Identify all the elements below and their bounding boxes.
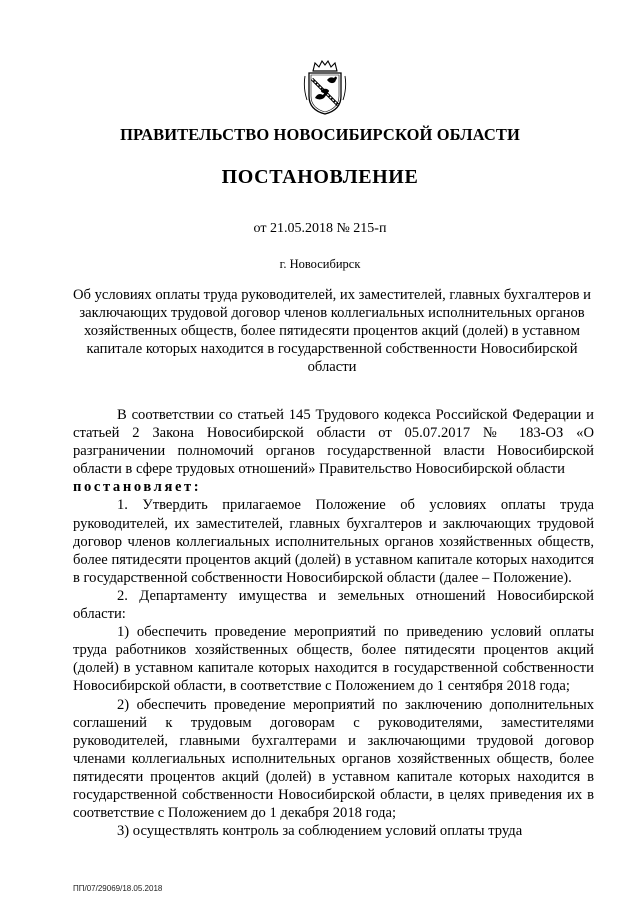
document-type-title: ПОСТАНОВЛЕНИЕ <box>221 166 419 188</box>
paragraph-1: 1. Утвердить прилагаемое Положение об условиях оплаты труда руководителей, их заместителей, главных бухгалтеров и заключающих трудовой договор членов коллегиальных исполнительных органов хозяйственных обществ, более пятидесяти процентов акций (долей) в уставном капитале которых находится в государственной собственности Новосибирской области (далее – Положение). <box>73 497 594 586</box>
paragraph-2-item-3: 3) осуществлять контроль за соблюдением условий оплаты труда <box>117 823 523 840</box>
paragraph-2-item-1: 1) обеспечить проведение мероприятий по приведению условий оплаты труда работников хозяйственных обществ, более пятидесяти процентов акций (долей) в уставном капитале которых находится в государственной собственности Новосибирской области, в соответствие с Положением до 1 сентября 2018 года; <box>73 624 594 695</box>
preamble-paragraph: В соответствии со статьей 145 Трудового кодекса Российской Федерации и статьей 2 Закона Новосибирской области от 05.07.2017 № 183-ОЗ «О разграничении полномочий органов государственной власти Новосибирской области в сфере трудовых отношений» Правительство Новосибирской области <box>73 407 594 478</box>
organization-title: ПРАВИТЕЛЬСТВО НОВОСИБИРСКОЙ ОБЛАСТИ <box>120 125 520 144</box>
document-body <box>73 406 594 840</box>
paragraph-2-item-2: 2) обеспечить проведение мероприятий по заключению дополнительных соглашений к трудовым договорам с руководителями, заместителями руководителей, главными бухгалтерами и заключающими трудовой договор членами коллегиальных исполнительных органов хозяйственных обществ, более пятидесяти процентов акций (долей) в уставном капитале которых находится в государственной собственности Новосибирской области, в целях приведения их в соответствие с Положением до 1 декабря 2018 года; <box>73 696 594 822</box>
document-subject: Об условиях оплаты труда руководителей, их заместителей, главных бухгалтеров и заключающих трудовой договор членов коллегиальных исполнительных органов хозяйственных обществ, более пятидесяти процентов акций (долей) в уставном капитале которых находится в государственной собственности Новосибирской области <box>73 287 591 376</box>
footer-code: ПП/07/29069/18.05.2018 <box>73 884 163 893</box>
coat-of-arms-icon <box>303 58 347 116</box>
city-line: г. Новосибирск <box>279 257 361 271</box>
decree-word: постановляет: <box>73 479 202 496</box>
paragraph-2: 2. Департаменту имущества и земельных отношений Новосибирской области: <box>73 587 594 623</box>
decree-word-paragraph <box>73 478 594 496</box>
date-and-number: от 21.05.2018 № 215-п <box>253 221 387 236</box>
